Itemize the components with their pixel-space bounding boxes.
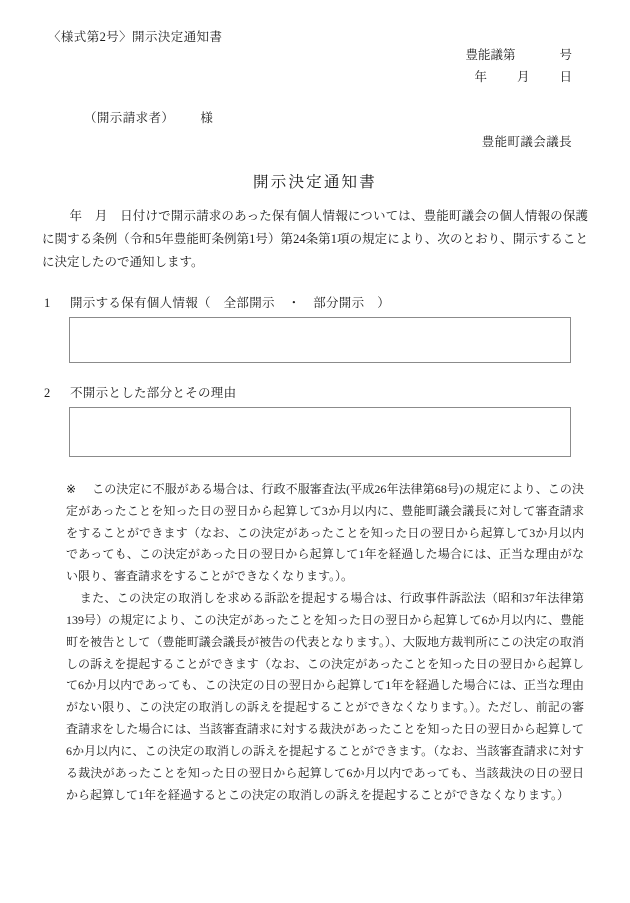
section-2-number: 2 [44,386,51,400]
asterisk-mark-icon: ※ [66,482,77,496]
legal-note-paragraph-2: また、この決定の取消しを求める訴訟を提起する場合は、行政事件訴訟法（昭和37年法律第139号）の規定により、この決定があったことを知った日の翌日から起算して6か月以内に、豊能町を被告として（豊能町議会議長が被告の代表となります。）、大阪地方裁判所にこの決定の取消しの訴えを提起することができます（なお、この決定があったことを知った日の翌日から起算して6か月以内であっても、この決定の日の翌日から起算して1年を経過した場合には、正当な理由がない限り、この決定の取消しの訴えを提起することができなくなります。）。ただし、前記の審査請求をした場合には、当該審査請求に対する裁決があったことを知った日の翌日から起算して6か月以内に、この決定の取消しの訴えを提起することができます。（なお、当該審査請求に対する裁決があったことを知った日の翌日から起算して6か月以内であっても、当該裁決の日の翌日から起算して1年を経過するとこの決定の取消しの訴えを提起することができなくなります。） [66,591,584,802]
section-2-label: 不開示とした部分とその理由 [70,386,237,400]
addressee-line [84,108,213,126]
addressee-label: （開示請求者） [84,111,175,125]
section-1-label: 開示する保有個人情報（ 全部開示 ・ 部分開示 ） [70,296,391,310]
document-number-block [465,45,572,89]
date-day-label: 日 [559,69,572,84]
document-date-row [465,67,572,89]
section-withheld-reason [42,383,588,457]
legal-note-paragraph-1 [66,479,584,588]
legal-note [66,479,584,806]
issuer-name: 豊能町議会議長 [481,135,572,149]
section-disclosed-info [42,293,588,363]
legal-note-text-1: この決定に不服がある場合は、行政不服審査法(平成26年法律第68号)の規定により、この決定があったことを知った日の翌日から起算して3か月以内に、豊能町議会議長に対して審査請求をすることができます（なお、この決定があったことを知った日の翌日から起算して3か月以内であっても、この決定があった日の翌日から起算して1年を経過した場合には、正当な理由がない限り、審査請求をすることができなくなります。）。 [66,482,584,584]
document-number-row [465,45,572,67]
date-month-label: 月 [516,69,530,84]
section-1-heading [42,293,588,311]
document-number-suffix: 号 [559,48,572,62]
section-1-input-box[interactable] [69,317,571,363]
document-number-label: 豊能議第 [465,48,516,62]
form-number-label: 〈様式第2号〉開示決定通知書 [48,30,223,44]
addressee-honorific: 様 [200,111,214,125]
section-2-heading [42,383,588,401]
section-1-number: 1 [44,296,51,310]
lead-paragraph: 年 月 日付けで開示請求のあった保有個人情報については、豊能町議会の個人情報の保護に関する条例（令和5年豊能町条例第1号）第24条第1項の規定により、次のとおり、開示することに決定したので通知します。 [42,209,588,270]
date-year-label: 年 [474,69,487,84]
section-2-input-box[interactable] [69,407,571,457]
page-title: 開示決定通知書 [253,174,377,191]
